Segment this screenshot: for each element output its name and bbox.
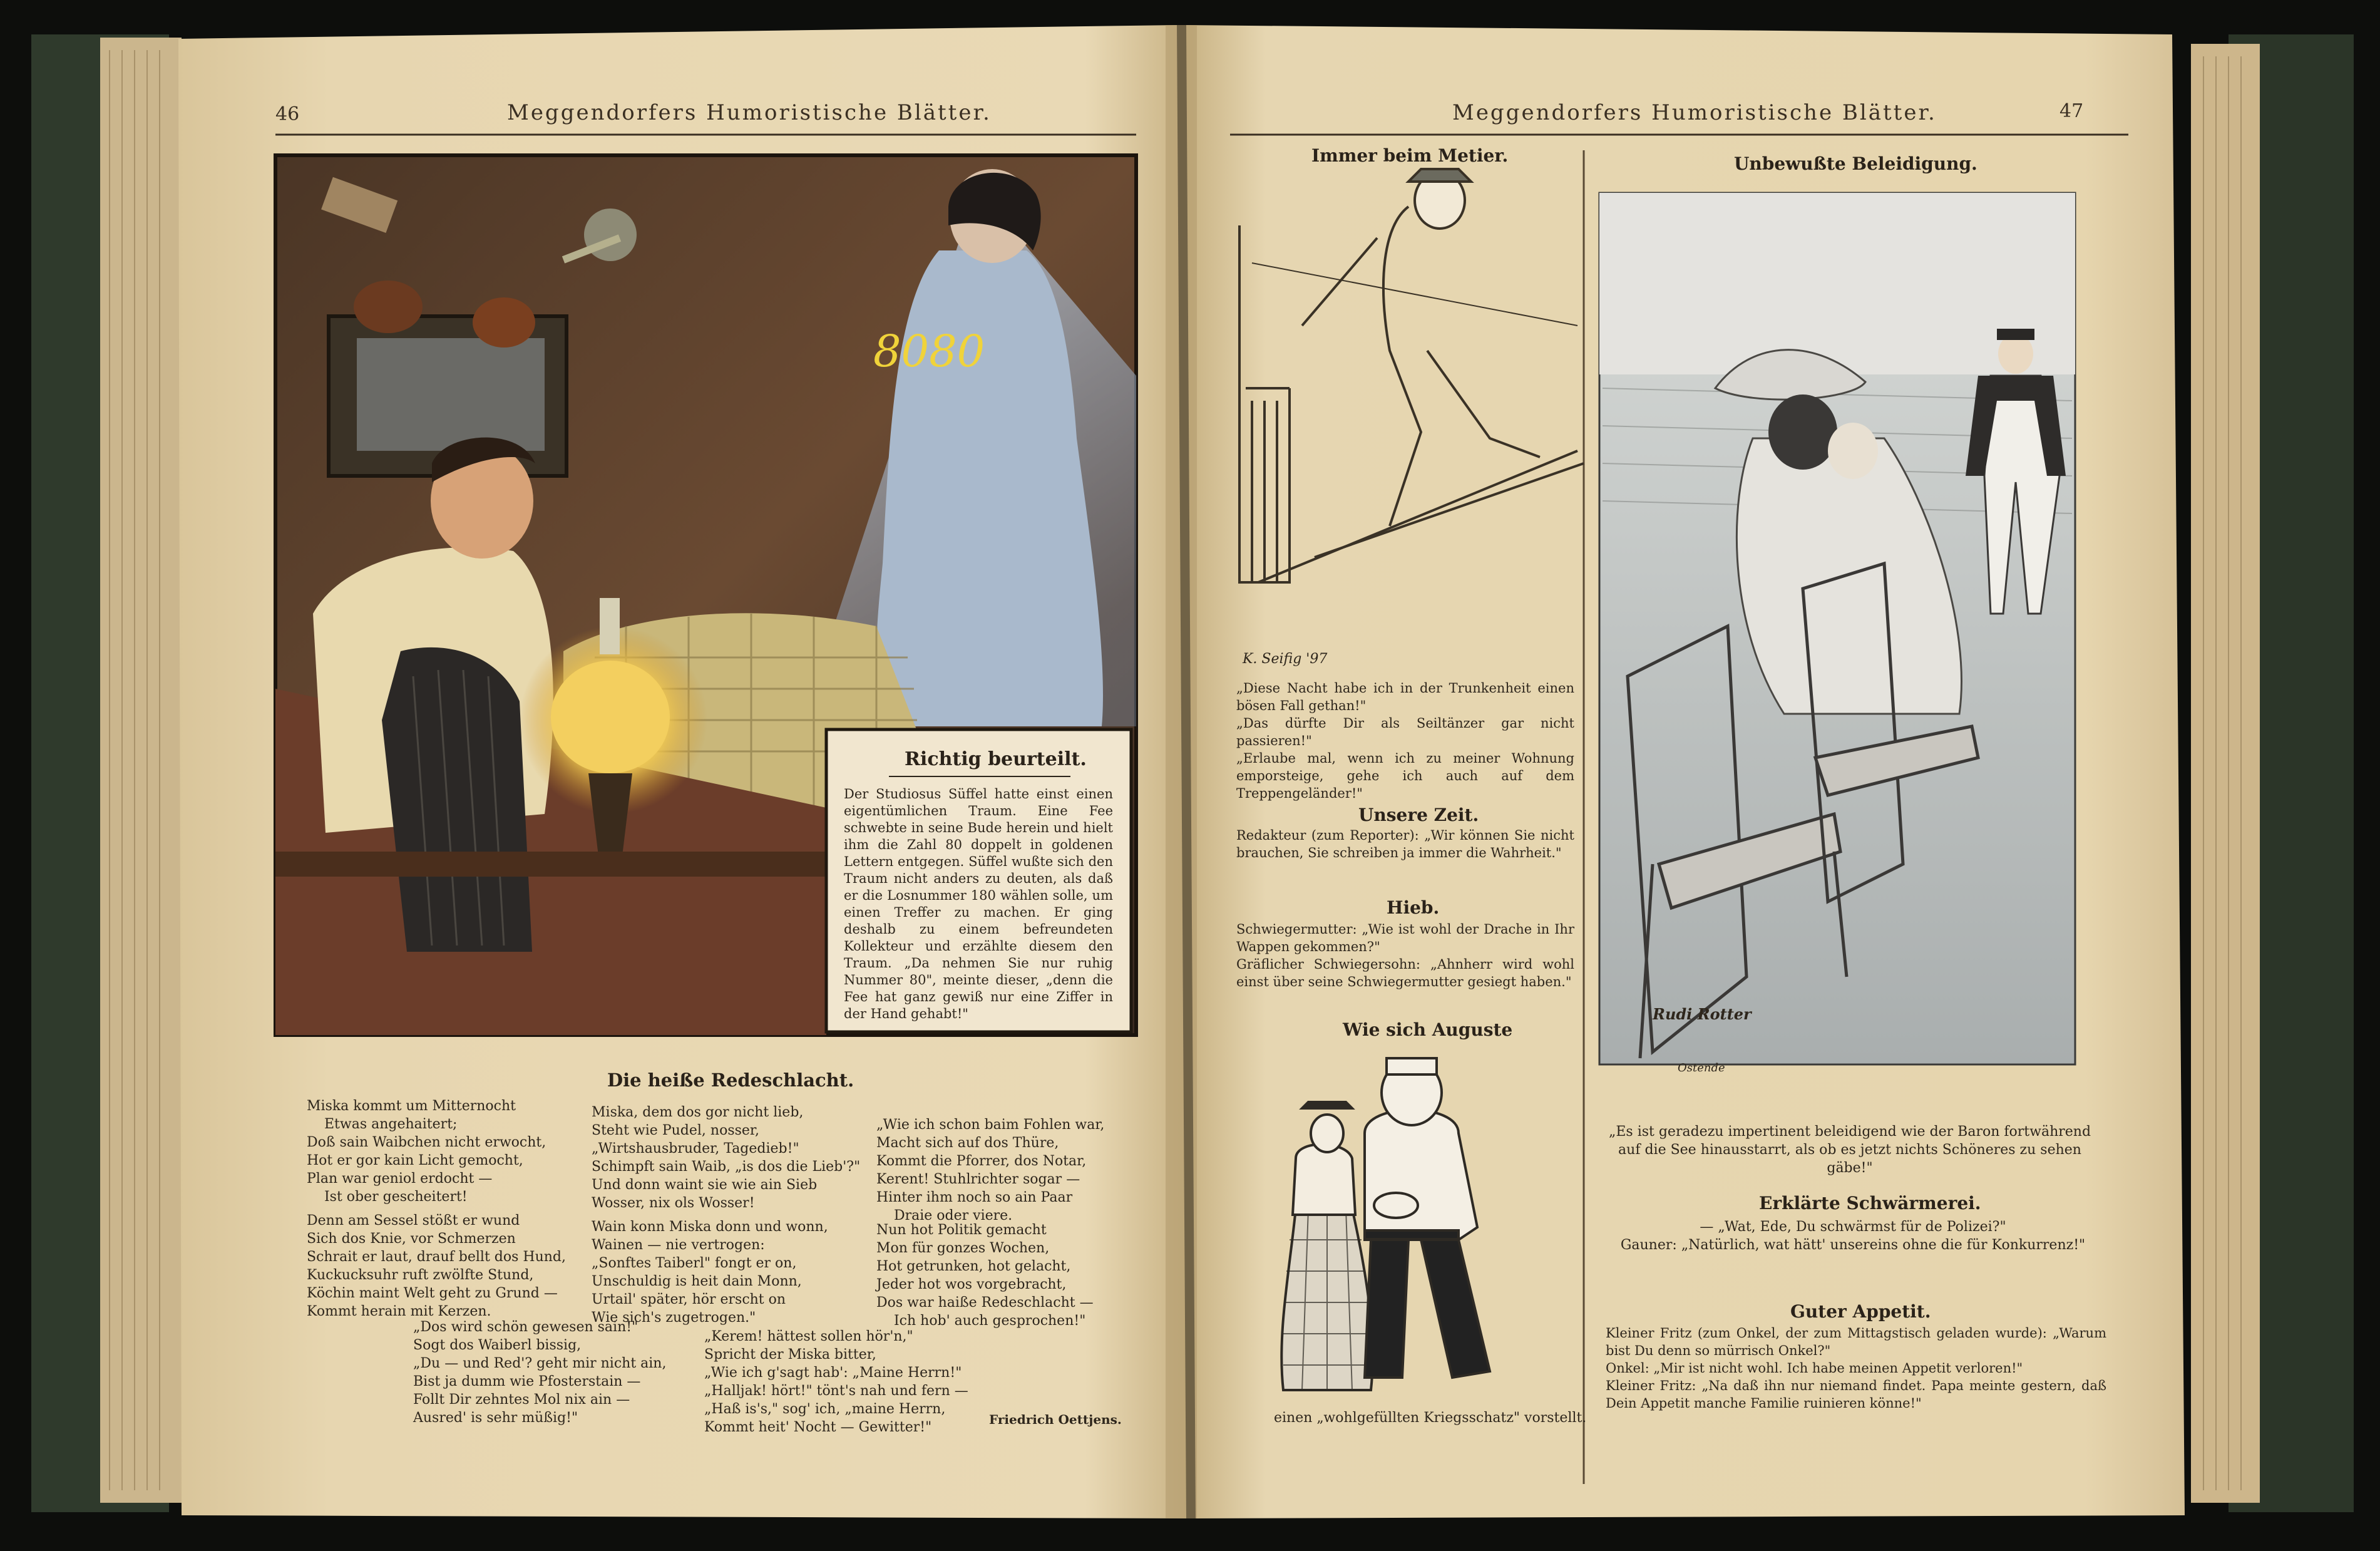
signature-seifig: K. Seifig '97 xyxy=(1243,651,1328,667)
text-unbewusste-beleidigung: „Es ist geradezu impertinent beleidigend wie der Baron fortwährend auf die See hinausstarrt, als ob es jetzt nichts Schöneres zu sehen gäbe!" xyxy=(1608,1124,2091,1176)
title-unsere-zeit: Unsere Zeit. xyxy=(1358,805,1479,825)
signature-rotter: Rudi Rotter xyxy=(1653,1005,1752,1023)
caption-auguste: einen „wohlgefüllten Kriegsschatz" vorstellt. xyxy=(1274,1410,1587,1426)
poem-col3-stanza1: „Wie ich schon baim Fohlen war, Macht sich auf dos Thüre, Kommt die Pforrer, dos Notar, Kerent! Stuhlrichter sogar — Hinter ihm noch so ain Paar Draie oder viere. xyxy=(876,1117,1105,1224)
title-wie-sich-auguste: Wie sich Auguste xyxy=(1343,1019,1513,1040)
page-stack-right xyxy=(2191,44,2260,1503)
title-hieb: Hieb. xyxy=(1387,897,1440,918)
poem-col1-stanza1: Miska kommt um Mitternocht Etwas angehaitert; Doß sain Waibchen nicht erwocht, Hot er gor kain Licht gemocht, Plan war geniol erdocht — Ist ober gescheitert! xyxy=(307,1098,546,1205)
right-page-number: 47 xyxy=(2059,100,2084,122)
signature-rotter-place: Ostende xyxy=(1678,1061,1725,1074)
text-erklaerte-schwaermerei: — „Wat, Ede, Du schwärmst für de Polizei?" Gauner: „Natürlich, wat hätt' unsereins ohne die für Konkurrenz!" xyxy=(1620,1219,2086,1253)
poem-title: Die heiße Redeschlacht. xyxy=(607,1069,854,1091)
text-immer-beim-metier: „Diese Nacht habe ich in der Trunkenheit einen bösen Fall gethan!" „Das dürfte Dir als Seiltänzer gar nicht passieren!" „Erlaube mal, wenn ich zu meiner Wohnung emporsteige, gehe ich auch auf dem Treppengeländer!" xyxy=(1236,681,1574,801)
text-hieb: Schwiegermutter: „Wie ist wohl der Drache in Ihr Wappen gekommen?" Gräflicher Schwiegersohn: „Ahnherr wird wohl einst über seine Schwiegermutter gesiegt haben." xyxy=(1236,922,1574,989)
gutter-shadow xyxy=(1166,25,1197,1518)
poem-bottom-right: „Kerem! hättest sollen hör'n," Spricht der Miska bitter, „Wie ich g'sagt hab': „Maine Herrn!" „Halljak! hört!" tönt's nah und fern — „Haß is's," sog' ich, „maine Herrn, Kommt heit' Nocht — Gewitter!" xyxy=(704,1329,968,1435)
title-guter-appetit: Guter Appetit. xyxy=(1790,1301,1931,1322)
title-unbewusste-beleidigung: Unbewußte Beleidigung. xyxy=(1734,153,1977,174)
text-unsere-zeit: Redakteur (zum Reporter): „Wir können Sie nicht brauchen, Sie schreiben ja immer die Wahrheit." xyxy=(1236,828,1574,860)
poem-author: Friedrich Oettjens. xyxy=(989,1412,1122,1427)
inset-title: Richtig beurteilt. xyxy=(905,748,1087,770)
title-erklaerte-schwaermerei: Erklärte Schwärmerei. xyxy=(1759,1193,1981,1213)
title-immer-beim-metier: Immer beim Metier. xyxy=(1311,145,1509,166)
svg-text:8080: 8080 xyxy=(873,326,985,377)
poem-bottom-left: „Dos wird schön gewesen sain!" Sogt dos Waiberl bissig, „Du — und Red'? geht mir nicht ain, Bist ja dumm wie Pfosterstain — Follt Dir zehntes Mol nix ain — Ausred' is sehr müßig!" xyxy=(413,1319,667,1426)
left-running-head: Meggendorfers Humoristische Blätter. xyxy=(507,100,992,125)
left-page-number: 46 xyxy=(275,103,300,125)
inset-body: Der Studiosus Süffel hatte einst einen eigentümlichen Traum. Eine Fee schwebte in seine Bude herein und hielt ihm die Zahl 80 doppelt in goldenen Lettern entgegen. Süffel wußte sich den Traum nicht anders zu deuten, als daß er die Losnummer 180 wählen solle, um einen Treffer zu machen. Er ging deshalb zu einem befreundeten Kollekteur und erzählte diesem den Traum. „Da nehmen Sie nur ruhig Nummer 80", meinte dieser, „denn die Fee hat ganz gewiß nur eine Ziffer in der Hand gehabt!" xyxy=(844,786,1113,1021)
page-stack-left xyxy=(100,38,182,1503)
right-running-head: Meggendorfers Humoristische Blätter. xyxy=(1452,100,1937,125)
poem-col2-stanza2: Wain konn Miska donn und wonn, Wainen — nie vertrogen: „Sonftes Taiberl" fongt er on, Unschuldig is heit dain Monn, Urtail' später, hör erscht on Wie sich's zugetrogen." xyxy=(592,1219,828,1326)
poem-col2-stanza1: Miska, dem dos gor nicht lieb, Steht wie Pudel, nosser, „Wirtshausbruder, Tagedieb!" Schimpft sain Waib, „is dos die Lieb'?" Und donn waint sie wie ain Sieb Wosser, nix ols Wosser! xyxy=(592,1105,861,1211)
poem-col3-stanza2: Nun hot Politik gemacht Mon für gonzes Wochen, Hot getrunken, hot gelacht, Jeder hot wos vorgebracht, Dos war haiße Redeschlacht — Ich hob' auch gesprochen!" xyxy=(876,1222,1094,1329)
text-guter-appetit: Kleiner Fritz (zum Onkel, der zum Mittagstisch geladen wurde): „Warum bist Du denn so mürrisch Onkel?" Onkel: „Mir ist nicht wohl. Ich habe meinen Appetit verloren!" Kleiner Fritz: „Na daß ihn nur niemand findet. Papa meinte gestern, daß Dein Appetit manche Familie ruinieren könne!" xyxy=(1606,1326,2106,1411)
drawing-beach-scene xyxy=(1599,193,2075,1064)
poem-col1-stanza2: Denn am Sessel stößt er wund Sich dos Knie, vor Schmerzen Schrait er laut, drauf bellt dos Hund, Kuckucksuhr ruft zwölfte Stund, Köchin maint Welt geht zu Grund — Kommt herain mit Kerzen. xyxy=(307,1213,566,1319)
